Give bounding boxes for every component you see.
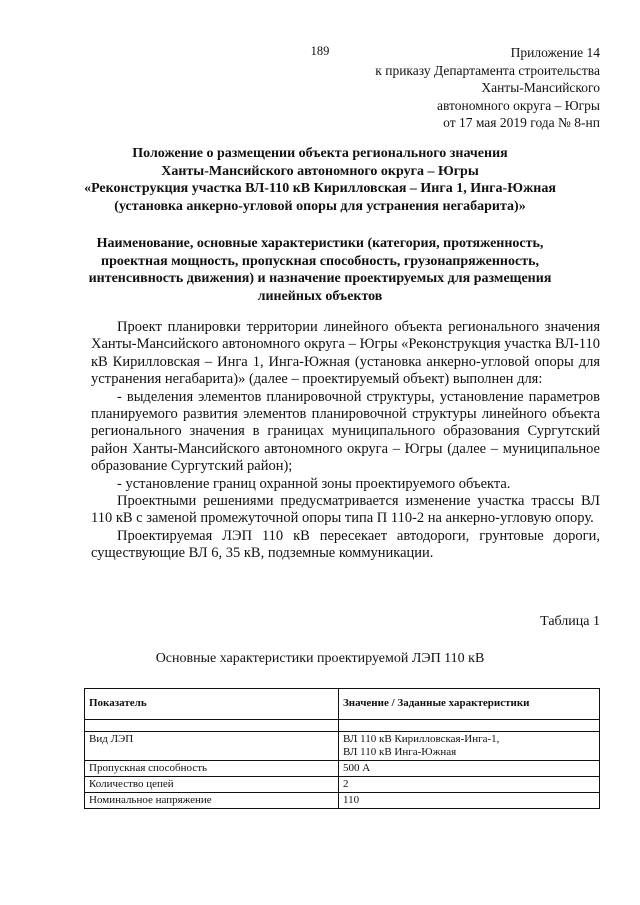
- title-line: Положение о размещении объекта регионального значения: [132, 146, 508, 161]
- table-label: Таблица 1: [540, 614, 600, 629]
- table-spacer-row: [85, 720, 600, 732]
- section-heading-line: проектная мощность, пропускная способность, грузонапряженность,: [101, 253, 539, 269]
- appendix-block: [300, 44, 600, 132]
- table-cell: [339, 732, 600, 761]
- table-cell-line: ВЛ 110 кВ Инга-Южная: [343, 746, 457, 758]
- table-cell-line: ВЛ 110 кВ Кирилловская-Инга-1,: [343, 733, 500, 745]
- appendix-line: от 17 мая 2019 года № 8-нп: [443, 115, 600, 130]
- table-cell: Номинальное напряжение: [85, 793, 339, 809]
- table-row: [85, 761, 600, 777]
- table-title: Основные характеристики проектируемой ЛЭП 110 кВ: [155, 651, 485, 666]
- table-cell: Пропускная способность: [85, 761, 339, 777]
- page-number: 189: [310, 44, 330, 58]
- table-cell: [85, 720, 339, 732]
- specs-table: [84, 688, 600, 809]
- section-heading-line: интенсивность движения) и назначение проектируемых для размещения: [88, 271, 552, 287]
- paragraph: Проектируемая ЛЭП 110 кВ пересекает автодороги, грунтовые дороги, существующие ВЛ 6, 35 кВ, подземные коммуникации.: [91, 527, 600, 562]
- section-heading-line: Наименование, основные характеристики (категория, протяженность,: [96, 236, 544, 251]
- document-title: [40, 145, 600, 215]
- section-heading-line: линейных объектов: [257, 288, 383, 304]
- table-header-cell: Показатель: [85, 689, 339, 720]
- appendix-line: автономного округа – Югры: [437, 97, 600, 113]
- table-header-cell: Значение / Заданные характеристики: [339, 689, 600, 720]
- paragraph: - выделения элементов планировочной структуры, установление параметров планируемого развития элементов планировочной структуры линейного объекта регионального значения в границах муниципального образования Сургутский район Ханты-Мансийского автономного округа – Югры (далее – муниципальное образование Сургутский район);: [91, 388, 600, 475]
- appendix-line: к приказу Департамента строительства: [375, 62, 600, 78]
- table-cell: 110: [339, 793, 600, 809]
- table-row: [85, 777, 600, 793]
- table-cell: [339, 720, 600, 732]
- table-cell: 500 А: [339, 761, 600, 777]
- paragraph: Проектными решениями предусматривается изменение участка трассы ВЛ 110 кВ с заменой промежуточной опоры типа П 110-2 на анкерно-угловую опору.: [91, 493, 600, 527]
- body-text: [91, 319, 600, 563]
- table-cell: Количество цепей: [85, 777, 339, 793]
- table-header-row: [85, 689, 600, 720]
- title-line: (установка анкерно-угловой опоры для устранения негабарита)»: [114, 198, 526, 214]
- section-heading: [40, 235, 600, 305]
- title-line: Ханты-Мансийского автономного округа – Югры: [161, 163, 479, 179]
- appendix-line: Приложение 14: [510, 45, 600, 60]
- table-cell: Вид ЛЭП: [85, 732, 339, 761]
- appendix-line: Ханты-Мансийского: [481, 80, 600, 95]
- paragraph: Проект планировки территории линейного объекта регионального значения Ханты-Мансийского автономного округа – Югры «Реконструкция участка ВЛ-110 кВ Кирилловская – Инга 1, Инга-Южная (установка анкерно-угловой опоры для устранения негабарита)» (далее – проектируемый объект) выполнен для:: [91, 319, 600, 388]
- paragraph: - установление границ охранной зоны проектируемого объекта.: [117, 475, 511, 492]
- table-cell: 2: [339, 777, 600, 793]
- title-line: «Реконструкция участка ВЛ-110 кВ Кирилловская – Инга 1, Инга-Южная: [84, 181, 556, 197]
- table-row: [85, 732, 600, 761]
- table-row: [85, 793, 600, 809]
